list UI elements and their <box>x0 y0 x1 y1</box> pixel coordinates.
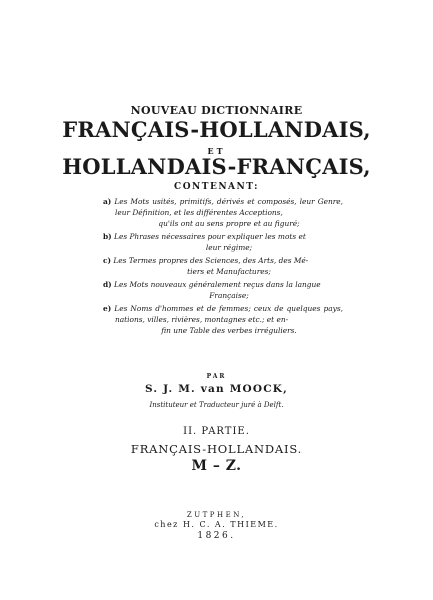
item-marker: c) <box>103 256 111 265</box>
part-number: II. PARTIE. <box>183 426 250 437</box>
contents-list <box>103 196 343 338</box>
publisher: chez H. C. A. THIEME. <box>154 520 279 529</box>
letter-range: M – Z. <box>191 458 242 474</box>
part-title: FRANÇAIS-HOLLANDAIS. <box>130 442 303 456</box>
item-marker: a) <box>103 197 112 206</box>
by-label: PAR <box>206 373 227 380</box>
item-marker: b) <box>103 232 112 241</box>
author-name: S. J. M. van MOOCK, <box>145 383 288 395</box>
item-text: Les Phrases nécessaires pour expliquer les mots et <box>114 232 306 241</box>
title-line-2: FRANÇAIS-HOLLANDAIS, <box>62 117 371 142</box>
item-text-continuation: Française; <box>209 291 249 300</box>
item-text-continuation: fin une Table des verbes irréguliers. <box>161 326 297 335</box>
item-text: Les Noms d'hommes et de femmes; ceux de quelques pays, nations, villes, rivières, montagnes etc.; et en- <box>114 304 343 324</box>
publication-year: 1826. <box>197 531 236 541</box>
item-text: Les Mots nouveaux généralement reçus dans la langue <box>114 280 321 289</box>
contents-item-e <box>103 303 343 336</box>
title-line-4: HOLLANDAIS-FRANÇAIS, <box>62 154 371 179</box>
item-text: Les Termes propres des Sciences, des Arts, des Mé- <box>113 256 309 265</box>
item-text-continuation: leur régime; <box>205 243 253 252</box>
item-marker: d) <box>103 280 112 289</box>
item-text-continuation: qu'ils ont au sens propre et au figuré; <box>158 219 300 228</box>
contenant-heading: CONTENANT: <box>174 182 259 192</box>
contents-item-b <box>103 231 343 253</box>
item-text-continuation: tiers et Manufactures; <box>187 267 271 276</box>
item-marker: e) <box>103 304 112 313</box>
contents-item-a <box>103 196 343 229</box>
title-line-1: NOUVEAU DICTIONNAIRE <box>130 104 303 117</box>
publication-place: ZUTPHEN, <box>186 511 247 519</box>
contents-item-d <box>103 279 343 301</box>
item-text: Les Mots usités, primitifs, dérivés et composés, leur Genre, leur Définition, et les différentes Acceptions, <box>114 197 343 217</box>
title-line-3: ET <box>207 146 226 156</box>
contents-item-c <box>103 255 343 277</box>
author-title: Instituteur et Traducteur juré à Delft. <box>149 401 284 409</box>
